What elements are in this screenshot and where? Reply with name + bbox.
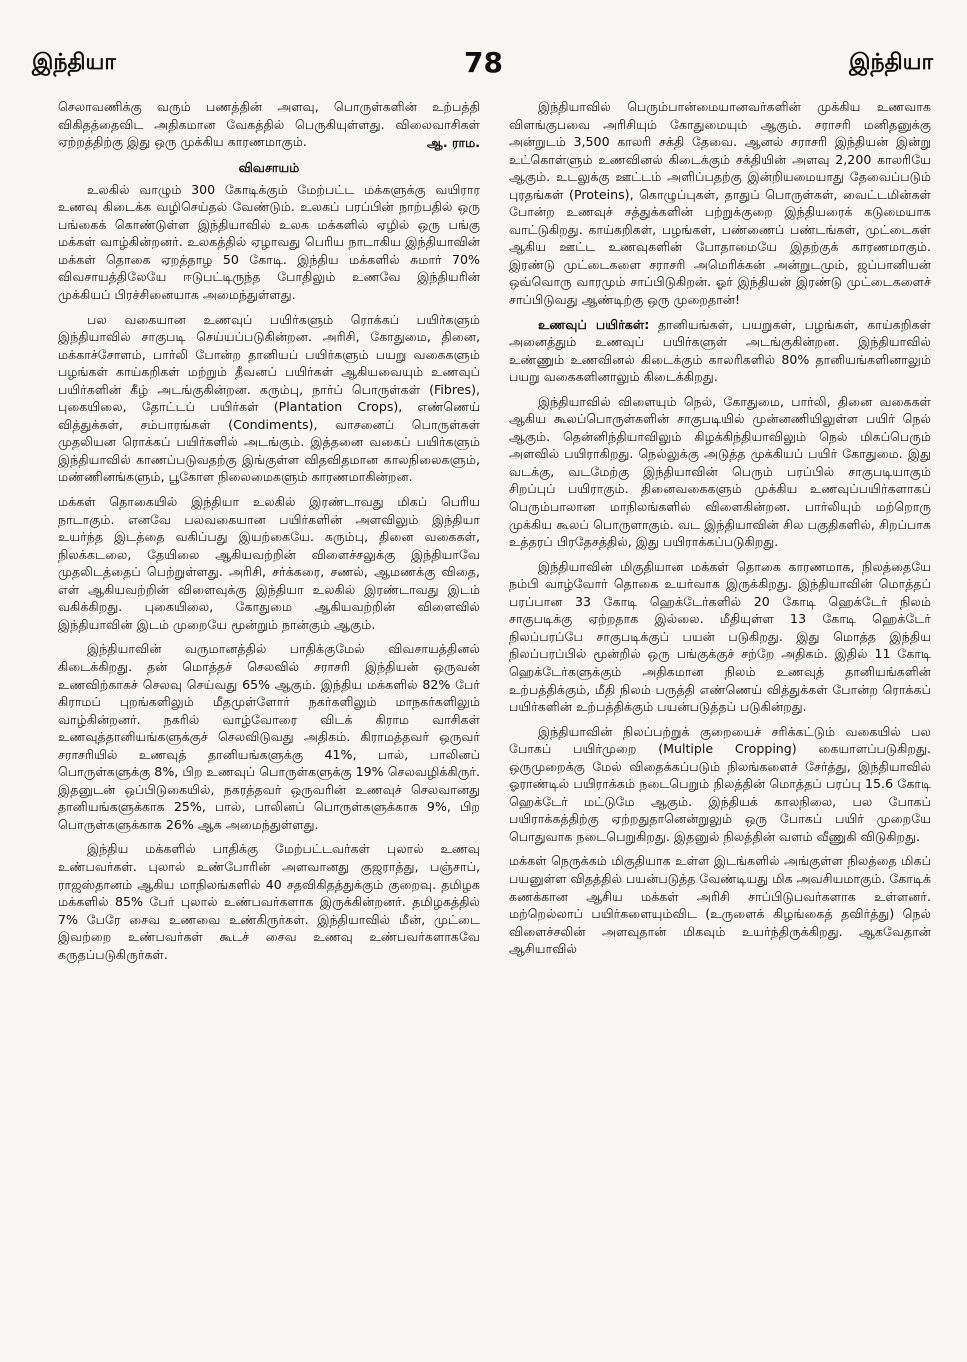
running-head-left: இந்தியா [32,50,116,75]
running-head-right: இந்தியா [849,50,933,75]
paragraph: மக்கள் நெருக்கம் மிகுதியாக உள்ள இடங்களில் அங்குள்ள நிலத்தை மிகப் பயனுள்ள விதத்தில் பயன்படுத்த வேண்டியது மிக அவசியமாகும். கோடிக் கணக்கான ஆசிய மக்கள் அரிசி சாப்பிடுபவர்களாக உள்ளனர். மற்றெல்லாப் பயிர்களையும்விட (உருளைக் கிழங்கைத் தவிர்த்து) நெல் விளைச்சலின் அளவுதான் மிகவும் உயர்ந்திருக்கிறது. ஆகவேதான் ஆசியாவில் [509,853,931,957]
paragraph: இந்தியாவில் விளையும் நெல், கோதுமை, பார்லி, தினை வகைகள் ஆகிய கூலப்பொருள்களின் சாகுபடியில் முன்னணியிலுள்ள பயிர் நெல் ஆகும். தென்னிந்தியாவிலும் கிழக்கிந்தியாவிலும் நெல் மிகப்பெரும் அளவில் பயிராகிறது. நெல்லுக்கு அடுத்த முக்கியப் பயிர் கோதுமை. இது வடக்கு, வடமேற்கு இந்தியாவின் பெரும் பரப்பில் சாகுபடியாகும் சிறப்புப் பயிராகும். தினைவகைகளும் முக்கிய உணவுப்பயிர்களாகப் பெரும்பாலான மாநிலங்களில் விளைகின்றன. பார்லியும் மற்றொரு முக்கிய கூலப் பொருளாகும். வட இந்தியாவின் சில பகுதிகளில், சிறப்பாக உத்தரப் பிரதேசத்தில், இது பயிராக்கப்படுகிறது. [509,393,931,550]
paragraph: இந்தியாவில் பெரும்பான்மையானவர்களின் முக்கிய உணவாக விளங்குபவை அரிசியும் கோதுமையும் ஆகும். சராசரி மனிதனுக்கு அன்றுடம் 3,500 காலரி சக்தி தேவை. ஆனல் சராசரி இந்தியன் இன்று உட்கொள்ளும் உணவினல் கிடைக்கும் சக்தியின் அளவு 2,200 காலரியே ஆகும். உடலுக்கு ஊட்டம் அளிப்பதற்கு இன்றியமையாது தேவைப்படும் புரதங்கள் (Proteins), கொழுப்புகள், தாதுப் பொருள்கள், வைட்டமின்கள் போன்ற உணவுச் சத்துக்களின் பற்றுக்குறை இந்தியரைக் கடுமையாக வாட்டுகிறது. காய்கறிகள், பழங்கள், பண்ணைப் பண்டங்கள், முட்டைகள் ஆகிய ஊட்ட உணவுகளின் போதாமையே இதற்குக் காரணமாகும். இரண்டு முட்டைகளை சராசரி அமெரிக்கன் அன்றுடமும், ஜப்பானியன் ஒவ்வொரு வாரமும் சாப்பிடுகிறன். ஓர் இந்தியன் இரண்டு முட்டைகளைச் சாப்பிடுவது ஆண்டிற்கு ஒரு முறைதான்! [509,99,931,308]
paragraph: இந்திய மக்களில் பாதிக்கு மேற்பட்டவர்கள் புலால் உணவு உண்பவர்கள். புலால் உண்போரின் அளவானது குஜராத்து, பஞ்சாப், ராஜஸ்தானம் ஆகிய மாநிலங்களில் 40 சதவிகிதத்துக்கும் குறைவு. தமிழக மக்களில் 85% பேர் புலால் உண்பவர்களாக இருக்கின்றனர். தமிழகத்தில் 7% பேரே சைவ உணவை உண்கிருர்கள். இந்தியாவில் மீன், முட்டை இவற்றை உண்பவர்கள் கூடச் சைவ உணவு உண்பவர்களாகவே கருதப்படுகிருர்கள். [58,841,480,962]
paragraph: மக்கள் தொகையில் இந்தியா உலகில் இரண்டாவது மிகப் பெரிய நாடாகும். எனவே பலவகையான பயிர்களின் அளவிலும் இந்தியா உயர்ந்த இடத்தை வகிப்பது இயற்கையே. கரும்பு, தினை வகைகள், நிலக்கடலை, தேயிலை ஆகியவற்றின் விளைச்சலுக்கு இந்தியாவே முதலிடத்தைப் பெற்றுள்ளது. அரிசி, சர்க்கரை, சணல், ஆமணக்கு விதை, எள் ஆகியவற்றின் விளைவுக்கு இந்தியா உலகில் இரண்டாவது இடம் வகிக்கிறது. புகையிலை, கோதுமை ஆகியவற்றின் விளைவில் இந்தியாவின் இடம் முறையே மூன்றும் நான்கும் ஆகும். [58,494,480,632]
author-signature: ஆ. ராம. [426,134,480,150]
paragraph: இந்தியாவின் மிகுதியான மக்கள் தொகை காரணமாக, நிலத்தையே நம்பி வாழ்வோர் தொகை உயர்வாக இருக்கிறது. இந்தியாவின் மொத்தப் பரப்பான 33 கோடி ஹெக்டேர்களில் 20 கோடி ஹெக்டேர் நிலம் சாகுபடிக்கு ஏற்றதாக இல்லை. மீதியுள்ள 13 கோடி ஹெக்டேர் நிலப்பரப்பே சாகுபடிக்குப் பயன் படுகிறது. இது மொத்த இந்திய நிலப்பரப்பில் மூன்றில் ஒரு பங்குக்குச் சற்றே அதிகம். இதில் 11 கோடி ஹெக்டேர்களுக்கும் அதிகமான நிலம் உணவுத் தானியங்களின் உற்பத்திக்கும், மீதி நிலம் பருத்தி எண்ணெய் வித்துக்கள் போன்ற ரொக்கப் பயிர்களின் உற்பத்திக்கும் பயன்படுத்தப் படுகின்றது. [509,558,931,715]
paragraph: இந்தியாவின் வருமானத்தில் பாதிக்குமேல் விவசாயத்தினல் கிடைக்கிறது. தன் மொத்தச் செலவில் சராசரி இந்தியன் ஒருவன் உணவிற்காகச் செலவு செய்வது 65% ஆகும். இந்திய மக்களில் 82% பேர் கிராமப் புறங்களிலும் மீதமுள்ளோர் நகர்களிலும் மாநகர்களிலும் வாழ்கின்றனர். நகரில் வாழ்வோரை விடக் கிராம வாசிகள் உணவுத்தானியங்களுக்குச் செலவிடுவது அதிகம். கிராமத்தவர் ஒருவர் சராசரியில் உணவுத் தானியங்களுக்கு 41%, பால், பாலினப் பொருள்களுக்கு 8%, பிற உணவுப் பொருள்களுக்கு 19% செலவழிக்கிருர். இதனுடன் ஒப்பிடுகையில், நகரத்தவர் ஒருவரின் உணவுச் செலவானது தானியங்களுக்காக 25%, பால், பாலினப் பொருள்களுக்காக 9%, பிற பொருள்களுக்காக 26% ஆக அமைந்துள்ளது. [58,641,480,832]
paragraph-body: தானியங்கள், பயறுகள், பழங்கள், காய்கறிகள் அனைத்தும் உணவுப் பயிர்களுள் அடங்குகின்றன. இந்தியாவில் உண்ணும் உணவினல் கிடைக்கும் காலரிகளில் 80% தானியங்களினாலும் பயறு வகைகளினாலும் கிடைக்கிறது. [509,316,931,385]
page-header [0,46,967,90]
paragraph-intro: செலாவணிக்கு வரும் பணத்தின் அளவு, பொருள்களின் உற்பத்தி விகிதத்தைவிட அதிகமான வேகத்தில் பெருகியுள்ளது. விலைவாசிகள் ஏற்றத்திற்கு இது ஒரு முக்கிய காரணமாகும். [58,99,480,150]
paragraph: உலகில் வாழும் 300 கோடிக்கும் மேற்பட்ட மக்களுக்கு வயிரார உணவு கிடைக்க வழிசெய்தல் வேண்டும். உலகப் பரப்பின் நாற்பதில் ஒரு பங்கைக் கொண்டுள்ள இந்தியாவில் உலக மக்களில் ஏழில் ஒரு பங்கு மக்கள் வாழ்கின்றனர். உலகத்தில் ஏழாவது பெரிய நாடாகிய இந்தியாவின் மக்கள் தொகை ஏறத்தாழ 50 கோடி. இந்திய மக்களில் சுமார் 70% விவசாயத்திலேயே ஈடுபட்டிருந்த போதிலும் உணவே இந்தியரின் முக்கியப் பிரச்சினையாக அமைந்துள்ளது. [58,181,480,303]
paragraph: பல வகையான உணவுப் பயிர்களும் ரொக்கப் பயிர்களும் இந்தியாவில் சாகுபடி செய்யப்படுகின்றன. அரிசி, கோதுமை, தினை, மக்காச்சோளம், பார்லி போன்ற தானியப் பயிர்களும் பயறு வகைகளும் பழங்கள் காய்கறிகள் மற்றும் தீவனப் பயிர்கள் ஆகியவையும் உணவுப் பயிர்களின் கீழ் அடங்குகின்றன. கரும்பு, நார்ப் பொருள்கள் (Fibres), புகையிலை, தோட்டப் பயிர்கள் (Plantation Crops), எண்ணெய் வித்துக்கள், சம்பாரங்கள் (Condiments), வாசனைப் பொருள்கள் முதலியன ரொக்கப் பயிர்களில் அடங்கும். இத்தனை வகைப் பயிர்களும் இந்தியாவில் காணப்படுவதற்கு இங்குள்ள விதவிதமான காலநிலைகளும், மண்ணினங்களும், பூகோள நிலைமைகளும் காரணமாகின்றன. [58,311,480,485]
section-heading: விவசாயம் [238,160,300,176]
paragraph: இந்தியாவின் நிலப்பற்றுக் குறையைச் சரிக்கட்டும் வகையில் பல போகப் பயிர்முறை (Multiple Cropping) கையாளப்படுகிறது. ஒருமுறைக்கு மேல் விதைக்கப்படும் நிலங்களைச் சேர்த்து, இந்தியாவில் ஓராண்டில் பயிராக்கம் நடைபெறும் நிலத்தின் மொத்தப் பரப்பு 15.6 கோடி ஹெக்டேர் மட்டுமே ஆகும். இந்தியக் காலநிலை, பல போகப் பயிராக்கத்திற்கு ஏற்றதுதானென்றுலும் ஒரு போகப் பயிர் முறையே பொதுவாக நடைபெறுகிறது. இதனுல் நிலத்தின் வளம் வீணுகி விடுகிறது. [509,723,931,844]
subheading-food-crops: உணவுப் பயிர்கள்: [537,316,650,332]
right-column [509,98,931,965]
paragraph-food-crops [509,316,931,386]
page-number: 78 [464,46,503,79]
left-column [58,98,480,970]
